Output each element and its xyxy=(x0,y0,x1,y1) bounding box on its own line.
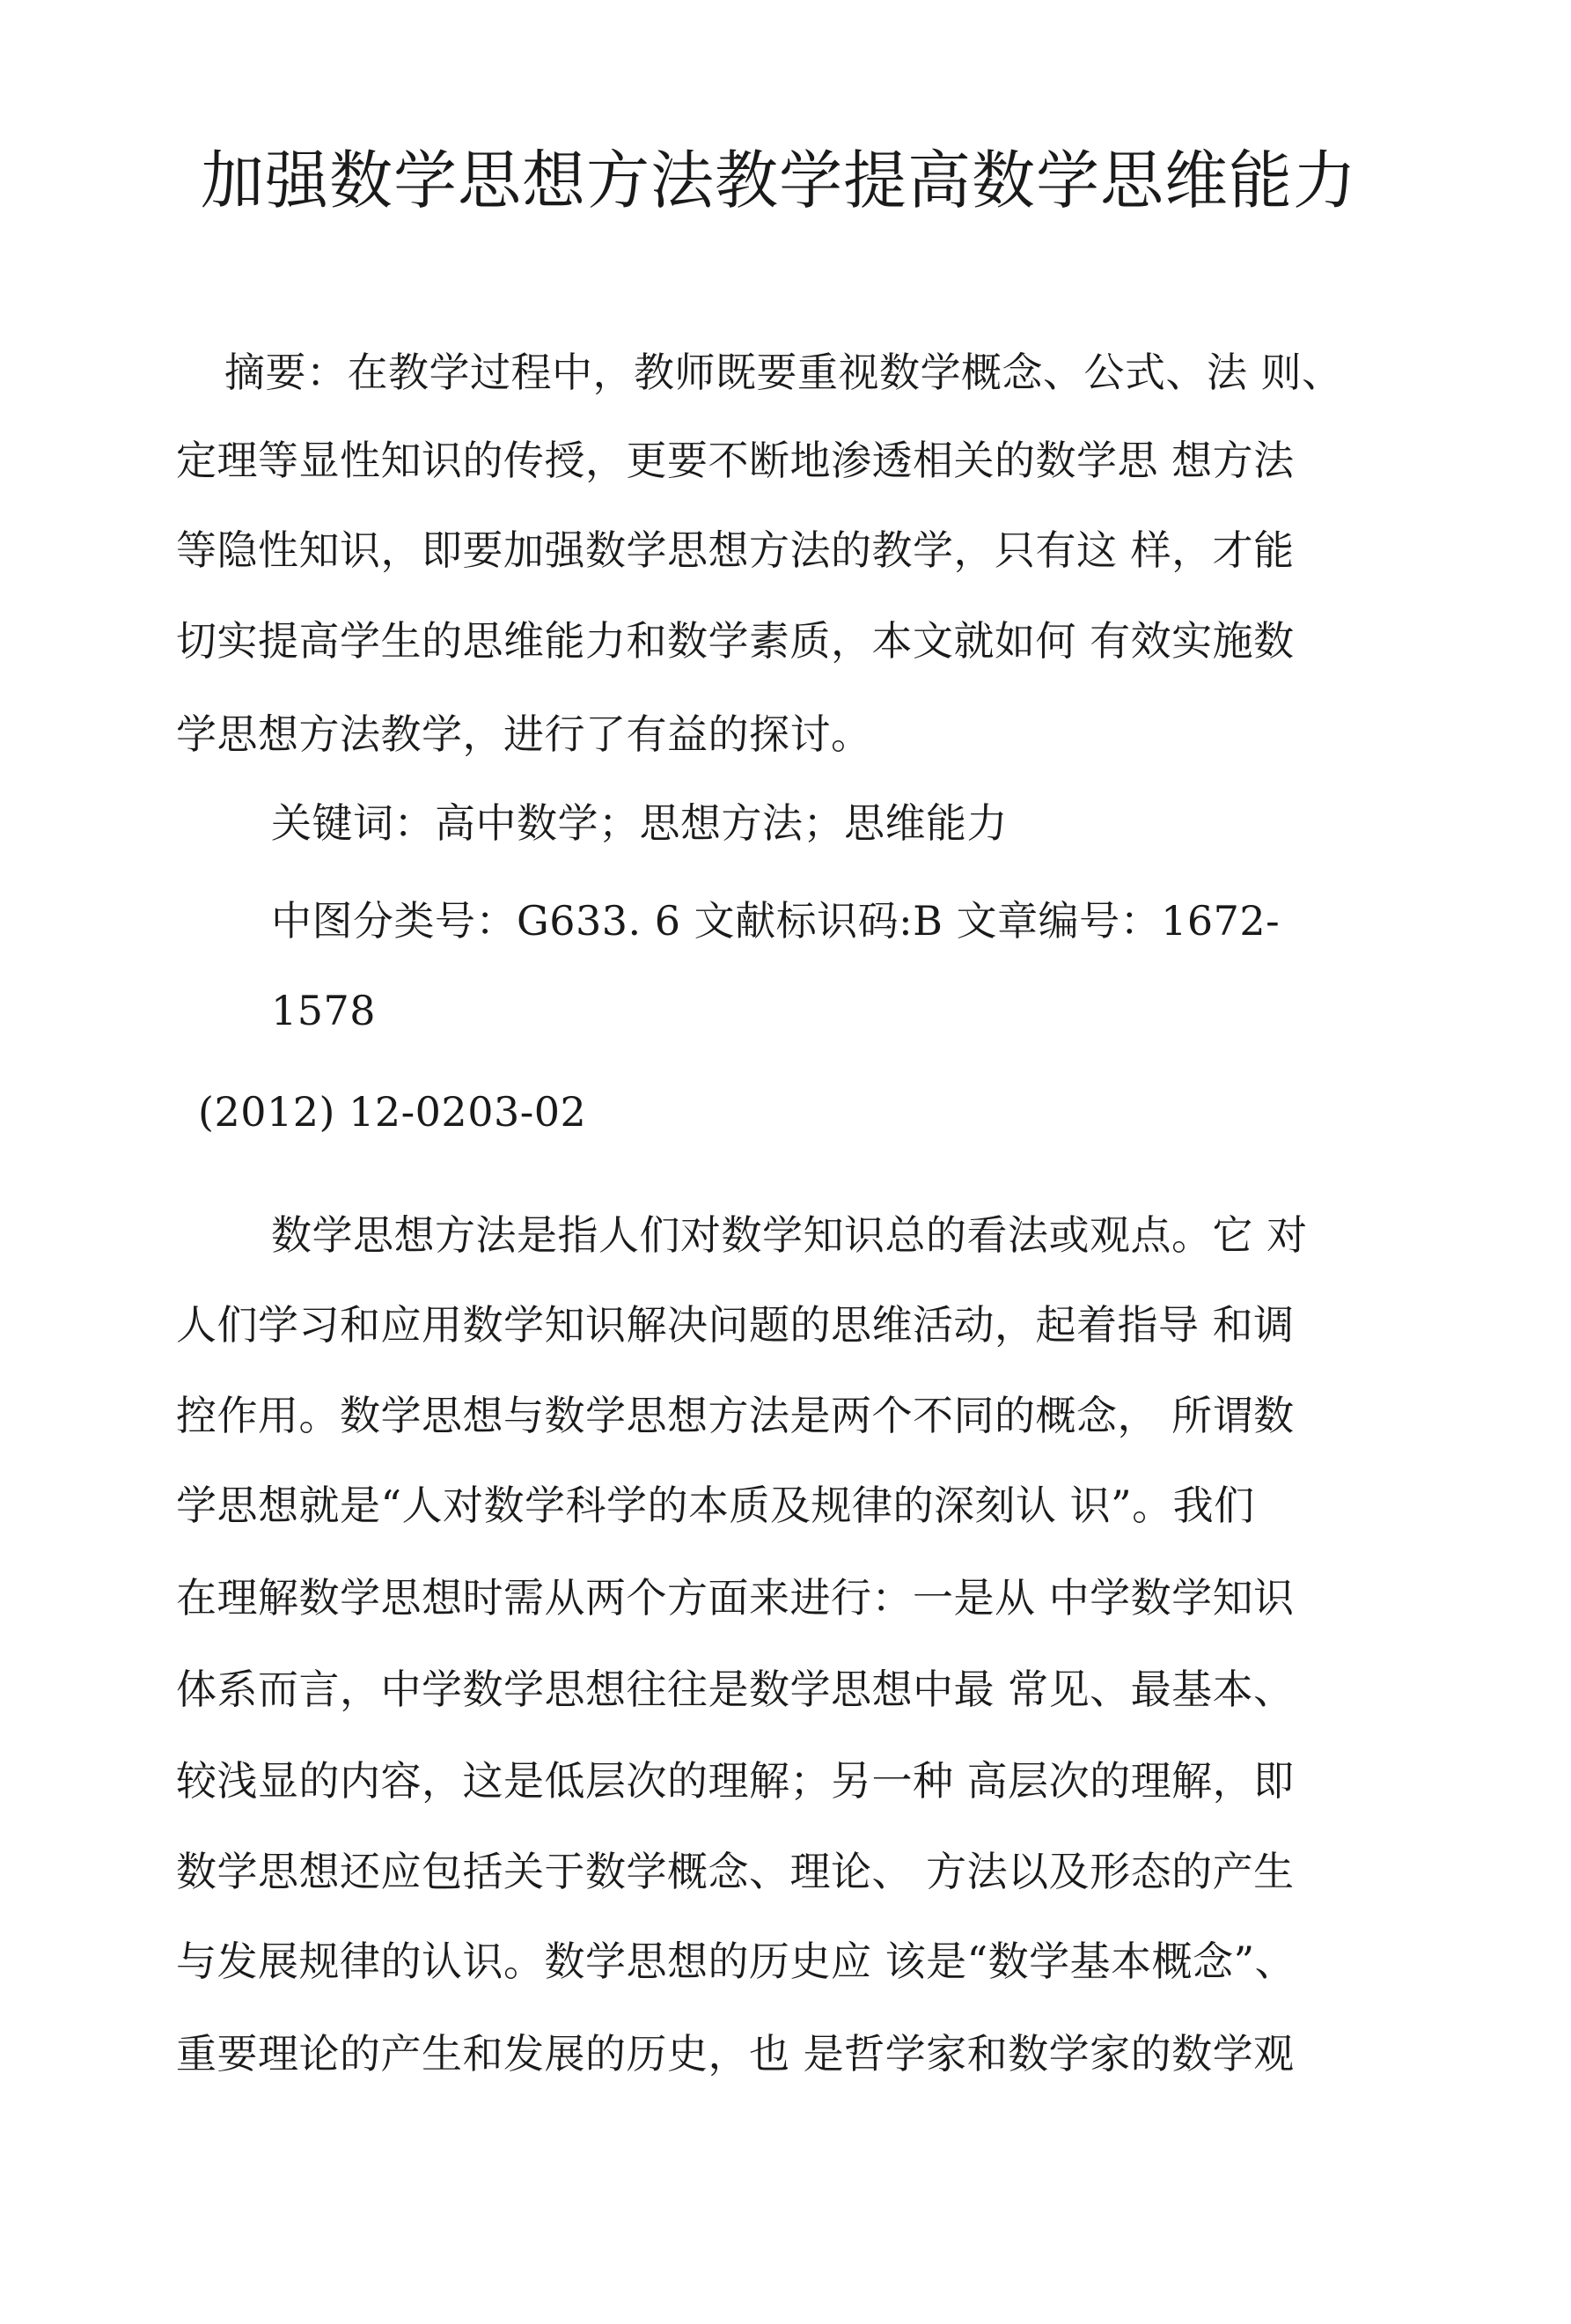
abstract-line: 等隐性知识，即要加强数学思想方法的教学，只有这 样，才能 xyxy=(176,526,1295,574)
classification-line: 1578 xyxy=(271,987,377,1034)
body-line: 数学思想方法是指人们对数学知识总的看法或观点。它 对 xyxy=(271,1211,1308,1259)
body-line: 控作用。数学思想与数学思想方法是两个不同的概念， 所谓数 xyxy=(176,1392,1295,1439)
body-line: 人们学习和应用数学知识解决问题的思维活动，起着指导 和调 xyxy=(176,1301,1295,1349)
abstract-line: 切实提高学生的思维能力和数学素质，本文就如何 有效实施数 xyxy=(176,617,1295,665)
body-line: 学思想就是“人对数学科学的本质及规律的深刻认 识”。我们 xyxy=(176,1482,1255,1529)
classification-line: (2012) 12-0203-02 xyxy=(198,1088,587,1136)
abstract-line: 学思想方法教学，进行了有益的探讨。 xyxy=(176,710,872,758)
body-line: 体系而言，中学数学思想往往是数学思想中最 常见、最基本、 xyxy=(176,1666,1295,1713)
body-line: 较浅显的内容，这是低层次的理解；另一种 高层次的理解，即 xyxy=(176,1757,1295,1805)
abstract-line: 摘要：在教学过程中，教师既要重视数学概念、公式、法 则、 xyxy=(224,349,1343,396)
classification-line: 中图分类号：G633. 6 文献标识码:B 文章编号：1672- xyxy=(271,897,1281,945)
body-line: 与发展规律的认识。数学思想的历史应 该是“数学基本概念”、 xyxy=(176,1938,1296,1985)
body-line: 在理解数学思想时需从两个方面来进行：一是从 中学数学知识 xyxy=(176,1574,1295,1622)
abstract-line: 定理等显性知识的传授，更要不断地渗透相关的数学思 想方法 xyxy=(176,437,1295,484)
keywords: 关键词：高中数学；思想方法；思维能力 xyxy=(271,799,1008,847)
page-title: 加强数学思想方法教学提高数学思维能力 xyxy=(201,143,1358,217)
body-line: 重要理论的产生和发展的历史，也 是哲学家和数学家的数学观 xyxy=(176,2030,1295,2078)
body-line: 数学思想还应包括关于数学概念、理论、 方法以及形态的产生 xyxy=(176,1848,1295,1895)
